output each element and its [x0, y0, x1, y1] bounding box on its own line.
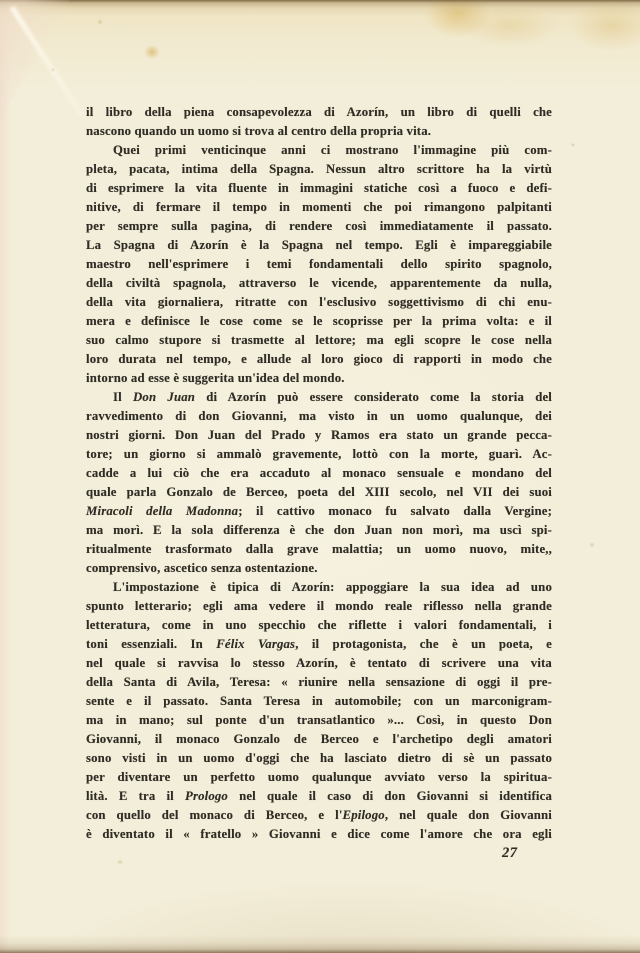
- page-text: [86, 103, 552, 844]
- text-line: Quei primi venticinque anni ci mostrano l'immagine più com-: [113, 143, 552, 157]
- text-line: ravvedimento di don Giovanni, ma visto in un uomo qualunque, dei: [86, 409, 552, 423]
- text-line: cadde a lui ciò che era accaduto al monaco sensuale e mondano del: [86, 466, 552, 480]
- text-line: della vita giornaliera, ritratte con l'esclusivo soggettivismo di chi enu-: [86, 295, 552, 309]
- text-line: L'impostazione è tipica di Azorín: appoggiare la sua idea ad uno: [113, 580, 552, 594]
- text-line: La Spagna di Azorín è la Spagna nel tempo. Egli è impareggiabile: [86, 238, 552, 252]
- text-line: loro durata nel tempo, e allude al loro gioco di rapporti in modo che: [86, 352, 552, 366]
- text-line: ma morì. E la sola differenza è che don Juan non morì, ma uscì spi-: [86, 523, 552, 537]
- text-line: spunto letterario; egli ama vedere il mondo reale riflesso nella grande: [86, 599, 552, 613]
- text-line: per diventare un perfetto uomo qualunque avviato verso la spiritua-: [86, 770, 552, 784]
- page-number: 27: [502, 845, 518, 861]
- text-line: pleta, pacata, intima della Spagna. Nessun altro scrittore ha la virtù: [86, 162, 552, 176]
- text-line: mera e definisce le cose come se le scoprisse per la prima volta: e il: [86, 314, 552, 328]
- text-line: nostri giorni. Don Juan del Prado y Ramos era stato un grande pecca-: [86, 428, 552, 442]
- text-line: Giovanni, il monaco Gonzalo de Berceo e l'archetipo degli amatori: [86, 732, 552, 746]
- text-line: sono visti in un uomo d'oggi che ha lasciato dietro di sè un passato: [86, 751, 552, 765]
- text-line: maestro nell'esprimere i temi fondamentali dello spirito spagnolo,: [86, 257, 552, 271]
- text-line: comprensivo, ascetico senza ostentazione.: [86, 561, 318, 575]
- text-line: Miracoli della Madonna; il cattivo monaco fu salvato dalla Vergine;: [86, 504, 553, 518]
- text-line: sente e il passato. Santa Teresa in automobile; con un marconigram-: [86, 694, 552, 708]
- text-line: è diventato il « fratello » Giovanni e dice come l'amore che ora egli: [86, 827, 552, 841]
- text-line: toni essenziali. In Félix Vargas, il protagonista, che è un poeta, e: [86, 637, 552, 651]
- text-line: suo calmo stupore si trasmette al lettore; ma egli scopre le cose nella: [86, 333, 552, 347]
- text-line: intorno ad esse è suggerita un'idea del mondo.: [86, 371, 345, 385]
- text-line: per sempre sulla pagina, di rendere così immediatamente il passato.: [86, 219, 552, 233]
- text-line: nel quale si ravvisa lo stesso Azorín, è tentato di scrivere una vita: [86, 656, 552, 670]
- text-line: Il Don Juan di Azorín può essere considerato come la storia del: [113, 390, 553, 404]
- text-line: della Santa di Avila, Teresa: « riunire nella sensazione di oggi il pre-: [86, 675, 552, 689]
- page-corner-fold: [0, 0, 70, 120]
- text-line: letteratura, come in uno specchio che riflette i valori fondamentali, i: [86, 618, 552, 632]
- text-line: ritualmente trasformato dalla grave malattia; un uomo nuovo, mite,,: [86, 542, 552, 556]
- text-line: lità. E tra il Prologo nel quale il caso di don Giovanni si identifica: [86, 789, 552, 803]
- text-line: nascono quando un uomo si trova al centro della propria vita.: [86, 124, 432, 138]
- text-line: nitive, di fermare il tempo in momenti che poi rimangono palpitanti: [86, 200, 552, 214]
- text-line: il libro della piena consapevolezza di Azorín, un libro di quelli che: [86, 105, 552, 119]
- text-line: con quello del monaco di Berceo, e l'Epilogo, nel quale don Giovanni: [86, 808, 552, 822]
- text-line: quale parla Gonzalo de Berceo, poeta del XIII secolo, nel VII dei suoi: [86, 485, 552, 499]
- text-line: tore; un giorno si ammalò gravemente, lottò con la morte, guarì. Ac-: [86, 447, 552, 461]
- text-line: di esprimere la vita fluente in immagini statiche così a fuoco e defi-: [86, 181, 552, 195]
- text-line: della civiltà spagnola, attraverso le vicende, apparentemente da nulla,: [86, 276, 552, 290]
- text-line: ma in mano; sul ponte d'un transatlantico »... Così, in questo Don: [86, 713, 552, 727]
